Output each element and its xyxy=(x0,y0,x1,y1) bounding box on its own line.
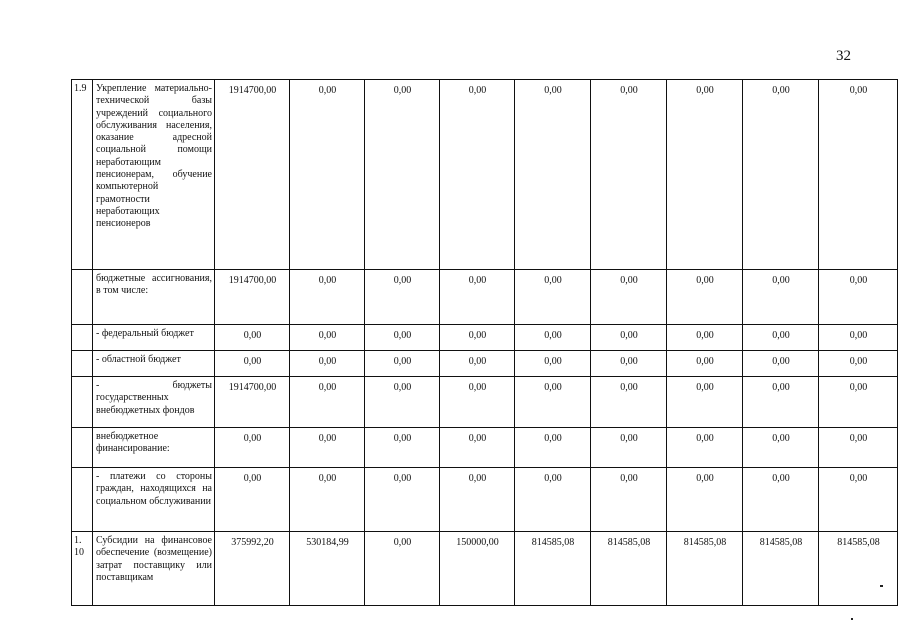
value-cell: 0,00 xyxy=(515,325,591,351)
value-cell: 0,00 xyxy=(819,377,898,428)
value-cell: 0,00 xyxy=(440,270,515,325)
value-cell: 375992,20 xyxy=(215,532,290,606)
row-index xyxy=(72,377,93,428)
row-index xyxy=(72,270,93,325)
value-cell: 0,00 xyxy=(515,351,591,377)
row-index xyxy=(72,428,93,468)
value-cell: 0,00 xyxy=(819,325,898,351)
value-cell: 0,00 xyxy=(365,532,440,606)
value-cell: 0,00 xyxy=(667,468,743,532)
value-cell: 0,00 xyxy=(365,270,440,325)
value-cell: 0,00 xyxy=(743,270,819,325)
value-cell: 0,00 xyxy=(440,468,515,532)
value-cell: 0,00 xyxy=(365,325,440,351)
value-cell: 0,00 xyxy=(591,377,667,428)
value-cell: 0,00 xyxy=(667,428,743,468)
value-cell: 0,00 xyxy=(591,80,667,270)
value-cell: 0,00 xyxy=(743,351,819,377)
page-number: 32 xyxy=(836,48,851,64)
table-row xyxy=(72,270,898,325)
value-cell: 0,00 xyxy=(591,325,667,351)
value-cell: 0,00 xyxy=(440,428,515,468)
value-cell: 0,00 xyxy=(290,325,365,351)
row-index xyxy=(72,351,93,377)
scan-mark xyxy=(851,618,853,620)
value-cell: 1914700,00 xyxy=(215,377,290,428)
value-cell: 0,00 xyxy=(667,80,743,270)
value-cell: 0,00 xyxy=(290,428,365,468)
value-cell: 0,00 xyxy=(440,351,515,377)
value-cell: 0,00 xyxy=(591,270,667,325)
value-cell: 0,00 xyxy=(365,80,440,270)
value-cell: 0,00 xyxy=(365,351,440,377)
value-cell: 0,00 xyxy=(743,325,819,351)
value-cell: 0,00 xyxy=(743,80,819,270)
value-cell: 0,00 xyxy=(515,468,591,532)
value-cell: 0,00 xyxy=(440,325,515,351)
row-index xyxy=(72,325,93,351)
value-cell: 0,00 xyxy=(290,377,365,428)
row-description: Субсидии на финансовое обеспечение (возмещение) затрат поставщику или поставщикам xyxy=(93,532,215,606)
value-cell: 0,00 xyxy=(215,468,290,532)
value-cell: 0,00 xyxy=(667,351,743,377)
value-cell: 0,00 xyxy=(515,80,591,270)
value-cell: 0,00 xyxy=(667,377,743,428)
table-row xyxy=(72,428,898,468)
row-index xyxy=(72,468,93,532)
value-cell: 0,00 xyxy=(819,270,898,325)
value-cell: 0,00 xyxy=(365,468,440,532)
table-row xyxy=(72,377,898,428)
value-cell: 0,00 xyxy=(215,351,290,377)
value-cell: 0,00 xyxy=(290,270,365,325)
value-cell: 0,00 xyxy=(743,377,819,428)
table-row xyxy=(72,532,898,606)
table-row xyxy=(72,468,898,532)
value-cell: 0,00 xyxy=(290,351,365,377)
row-description: - областной бюджет xyxy=(93,351,215,377)
row-index: 1.9 xyxy=(72,80,93,270)
value-cell: 0,00 xyxy=(215,428,290,468)
row-description: - платежи со стороны граждан, находящихся на социальном обслуживании xyxy=(93,468,215,532)
value-cell: 0,00 xyxy=(215,325,290,351)
value-cell: 150000,00 xyxy=(440,532,515,606)
value-cell: 1914700,00 xyxy=(215,270,290,325)
budget-table xyxy=(71,79,898,606)
value-cell: 0,00 xyxy=(515,270,591,325)
value-cell: 814585,08 xyxy=(591,532,667,606)
value-cell: 0,00 xyxy=(515,377,591,428)
value-cell: 814585,08 xyxy=(667,532,743,606)
value-cell: 0,00 xyxy=(743,468,819,532)
value-cell: 0,00 xyxy=(515,428,591,468)
row-description: бюджетные ассигнования, в том числе: xyxy=(93,270,215,325)
value-cell: 0,00 xyxy=(819,80,898,270)
value-cell: 1914700,00 xyxy=(215,80,290,270)
value-cell: 0,00 xyxy=(290,468,365,532)
value-cell: 0,00 xyxy=(667,325,743,351)
value-cell: 0,00 xyxy=(819,468,898,532)
table-row xyxy=(72,351,898,377)
value-cell: 0,00 xyxy=(667,270,743,325)
value-cell: 814585,08 xyxy=(743,532,819,606)
table-row xyxy=(72,325,898,351)
table-row xyxy=(72,80,898,270)
row-description: Укрепление материально-технической базы учреждений социального обслуживания населения, оказание адресной социальной помощи неработающим пенсионерам, обучение компьютерной грамотности неработающих пенсионеров xyxy=(93,80,215,270)
value-cell: 0,00 xyxy=(365,428,440,468)
value-cell: 0,00 xyxy=(591,351,667,377)
row-description: внебюджетное финансирование: xyxy=(93,428,215,468)
value-cell: 0,00 xyxy=(290,80,365,270)
value-cell: 814585,08 xyxy=(515,532,591,606)
row-description: - федеральный бюджет xyxy=(93,325,215,351)
value-cell: 0,00 xyxy=(819,351,898,377)
scan-mark xyxy=(880,585,883,587)
value-cell: 0,00 xyxy=(819,428,898,468)
value-cell: 0,00 xyxy=(591,468,667,532)
value-cell: 530184,99 xyxy=(290,532,365,606)
value-cell: 0,00 xyxy=(365,377,440,428)
value-cell: 814585,08 xyxy=(819,532,898,606)
row-description: - бюджеты государственных внебюджетных фондов xyxy=(93,377,215,428)
value-cell: 0,00 xyxy=(743,428,819,468)
value-cell: 0,00 xyxy=(440,80,515,270)
value-cell: 0,00 xyxy=(440,377,515,428)
row-index: 1.10 xyxy=(72,532,93,606)
value-cell: 0,00 xyxy=(591,428,667,468)
